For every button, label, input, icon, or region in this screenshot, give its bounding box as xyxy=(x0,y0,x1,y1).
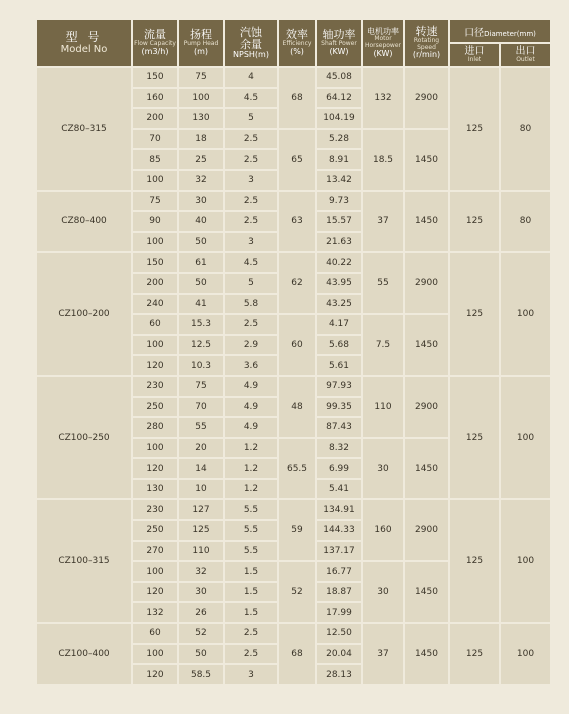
shaft-power-cell: 97.93 xyxy=(317,377,363,398)
shaft-power-cell: 5.61 xyxy=(317,356,363,377)
head-cell: 40 xyxy=(179,212,225,233)
shaft-power-cell: 5.68 xyxy=(317,336,363,357)
header-npsh-zh2: 余量 xyxy=(240,37,262,51)
npsh-cell: 1.5 xyxy=(225,562,279,583)
speed-cell: 1450 xyxy=(405,562,450,624)
shaft-power-cell: 16.77 xyxy=(317,562,363,583)
head-cell: 100 xyxy=(179,89,225,110)
header-head-unit: (m) xyxy=(193,46,209,56)
head-cell: 55 xyxy=(179,418,225,439)
motor-power-cell: 110 xyxy=(363,377,405,439)
shaft-power-cell: 87.43 xyxy=(317,418,363,439)
npsh-cell: 3.6 xyxy=(225,356,279,377)
flow-cell: 240 xyxy=(133,295,179,316)
table-row xyxy=(37,68,552,89)
head-cell: 20 xyxy=(179,439,225,460)
shaft-power-cell: 21.63 xyxy=(317,233,363,254)
flow-cell: 200 xyxy=(133,109,179,130)
head-cell: 130 xyxy=(179,109,225,130)
head-cell: 10 xyxy=(179,480,225,501)
npsh-cell: 2.5 xyxy=(225,315,279,336)
head-cell: 30 xyxy=(179,583,225,604)
shaft-power-cell: 144.33 xyxy=(317,521,363,542)
motor-power-cell: 30 xyxy=(363,562,405,624)
speed-cell: 2900 xyxy=(405,253,450,315)
motor-power-cell: 30 xyxy=(363,439,405,501)
speed-cell: 1450 xyxy=(405,130,450,192)
model-cell: CZ80–400 xyxy=(37,192,133,254)
npsh-cell: 5.8 xyxy=(225,295,279,316)
table-row xyxy=(37,192,552,213)
inlet-cell: 125 xyxy=(450,624,501,686)
outlet-cell: 80 xyxy=(501,192,552,254)
header-speed-unit: (r/min) xyxy=(412,50,441,60)
model-cell: CZ80–315 xyxy=(37,68,133,192)
head-cell: 110 xyxy=(179,542,225,563)
header-model-en: Model No xyxy=(60,44,108,56)
inlet-cell: 125 xyxy=(450,500,501,624)
efficiency-cell: 48 xyxy=(279,377,317,439)
header-model-zh: 型 号 xyxy=(65,29,103,44)
table-row xyxy=(37,500,552,521)
shaft-power-cell: 5.28 xyxy=(317,130,363,151)
npsh-cell: 4.5 xyxy=(225,89,279,110)
npsh-cell: 4.9 xyxy=(225,377,279,398)
motor-power-cell: 55 xyxy=(363,253,405,315)
header-diameter-en: Diameter(mm) xyxy=(484,30,536,39)
inlet-cell: 125 xyxy=(450,192,501,254)
header-inlet-zh: 进口 xyxy=(464,46,485,58)
inlet-cell: 125 xyxy=(450,253,501,377)
header-motor-en1: Motor xyxy=(374,35,392,43)
shaft-power-cell: 28.13 xyxy=(317,665,363,686)
model-cell: CZ100–200 xyxy=(37,253,133,377)
model-cell: CZ100–315 xyxy=(37,500,133,624)
shaft-power-cell: 15.57 xyxy=(317,212,363,233)
flow-cell: 150 xyxy=(133,68,179,89)
header-diameter-zh: 口径 xyxy=(464,28,485,40)
header-motor-unit: (KW) xyxy=(373,48,393,58)
shaft-power-cell: 43.25 xyxy=(317,295,363,316)
flow-cell: 150 xyxy=(133,253,179,274)
head-cell: 26 xyxy=(179,603,225,624)
npsh-cell: 3 xyxy=(225,665,279,686)
shaft-power-cell: 4.17 xyxy=(317,315,363,336)
header-motor-en2: Horsepower xyxy=(364,42,401,49)
npsh-cell: 1.5 xyxy=(225,603,279,624)
header-speed-zh: 转速 xyxy=(415,24,438,38)
flow-cell: 100 xyxy=(133,171,179,192)
head-cell: 32 xyxy=(179,171,225,192)
shaft-power-cell: 18.87 xyxy=(317,583,363,604)
head-cell: 127 xyxy=(179,500,225,521)
flow-cell: 100 xyxy=(133,233,179,254)
motor-power-cell: 37 xyxy=(363,624,405,686)
pump-spec-sheet xyxy=(37,20,552,686)
shaft-power-cell: 9.73 xyxy=(317,192,363,213)
header-head-zh: 扬程 xyxy=(190,28,212,42)
npsh-cell: 2.9 xyxy=(225,336,279,357)
header-flow-en: Flow Capacity xyxy=(134,40,176,48)
header-motor-zh: 电机功率 xyxy=(367,26,399,36)
npsh-cell: 1.5 xyxy=(225,583,279,604)
flow-cell: 100 xyxy=(133,336,179,357)
head-cell: 52 xyxy=(179,624,225,645)
shaft-power-cell: 64.12 xyxy=(317,89,363,110)
outlet-cell: 100 xyxy=(501,377,552,501)
outlet-cell: 80 xyxy=(501,68,552,192)
shaft-power-cell: 12.50 xyxy=(317,624,363,645)
npsh-cell: 3 xyxy=(225,233,279,254)
header-npsh-unit: NPSH(m) xyxy=(233,49,269,59)
efficiency-cell: 63 xyxy=(279,192,317,254)
shaft-power-cell: 104.19 xyxy=(317,109,363,130)
head-cell: 15.3 xyxy=(179,315,225,336)
efficiency-cell: 65.5 xyxy=(279,439,317,501)
header-speed xyxy=(405,20,450,68)
motor-power-cell: 160 xyxy=(363,500,405,562)
flow-cell: 130 xyxy=(133,480,179,501)
flow-cell: 120 xyxy=(133,665,179,686)
head-cell: 58.5 xyxy=(179,665,225,686)
npsh-cell: 1.2 xyxy=(225,480,279,501)
head-cell: 30 xyxy=(179,192,225,213)
outlet-cell: 100 xyxy=(501,624,552,686)
model-cell: CZ100–250 xyxy=(37,377,133,501)
shaft-power-cell: 45.08 xyxy=(317,68,363,89)
flow-cell: 160 xyxy=(133,89,179,110)
npsh-cell: 4 xyxy=(225,68,279,89)
shaft-power-cell: 134.91 xyxy=(317,500,363,521)
efficiency-cell: 65 xyxy=(279,130,317,192)
flow-cell: 70 xyxy=(133,130,179,151)
flow-cell: 120 xyxy=(133,583,179,604)
npsh-cell: 2.5 xyxy=(225,130,279,151)
npsh-cell: 2.5 xyxy=(225,212,279,233)
header-efficiency-unit: (%) xyxy=(290,46,304,56)
shaft-power-cell: 8.32 xyxy=(317,439,363,460)
header-flow-zh: 流量 xyxy=(144,28,166,42)
flow-cell: 60 xyxy=(133,315,179,336)
head-cell: 61 xyxy=(179,253,225,274)
inlet-cell: 125 xyxy=(450,377,501,501)
flow-cell: 60 xyxy=(133,624,179,645)
motor-power-cell: 7.5 xyxy=(363,315,405,377)
header-motor xyxy=(363,20,405,68)
shaft-power-cell: 8.91 xyxy=(317,150,363,171)
efficiency-cell: 60 xyxy=(279,315,317,377)
head-cell: 12.5 xyxy=(179,336,225,357)
outlet-cell: 100 xyxy=(501,500,552,624)
shaft-power-cell: 43.95 xyxy=(317,274,363,295)
header-flow-unit: (m3/h) xyxy=(141,46,169,56)
header-inlet-en: Inlet xyxy=(467,56,482,64)
header-inlet xyxy=(450,44,501,68)
npsh-cell: 2.5 xyxy=(225,192,279,213)
flow-cell: 280 xyxy=(133,418,179,439)
efficiency-cell: 59 xyxy=(279,500,317,562)
flow-cell: 90 xyxy=(133,212,179,233)
flow-cell: 132 xyxy=(133,603,179,624)
header-npsh-zh1: 汽蚀 xyxy=(240,25,262,39)
header-shaft-zh: 轴功率 xyxy=(322,28,356,42)
npsh-cell: 5 xyxy=(225,274,279,295)
shaft-power-cell: 40.22 xyxy=(317,253,363,274)
header-head xyxy=(179,20,225,68)
flow-cell: 250 xyxy=(133,521,179,542)
flow-cell: 100 xyxy=(133,562,179,583)
header-shaft-en: Shaft Power xyxy=(321,40,357,48)
head-cell: 10.3 xyxy=(179,356,225,377)
npsh-cell: 5.5 xyxy=(225,521,279,542)
speed-cell: 1450 xyxy=(405,624,450,686)
npsh-cell: 1.2 xyxy=(225,439,279,460)
npsh-cell: 5.5 xyxy=(225,542,279,563)
npsh-cell: 1.2 xyxy=(225,459,279,480)
header-efficiency xyxy=(279,20,317,68)
header-outlet xyxy=(501,44,552,68)
flow-cell: 230 xyxy=(133,377,179,398)
speed-cell: 1450 xyxy=(405,192,450,254)
table-row xyxy=(37,377,552,398)
header-speed-en: Rotating Speed xyxy=(413,37,440,51)
motor-power-cell: 18.5 xyxy=(363,130,405,192)
shaft-power-cell: 13.42 xyxy=(317,171,363,192)
header-shaft-unit: (KW) xyxy=(329,46,349,56)
table-body xyxy=(37,68,552,686)
npsh-cell: 4.5 xyxy=(225,253,279,274)
efficiency-cell: 52 xyxy=(279,562,317,624)
outlet-cell: 100 xyxy=(501,253,552,377)
npsh-cell: 3 xyxy=(225,171,279,192)
motor-power-cell: 132 xyxy=(363,68,405,130)
head-cell: 75 xyxy=(179,68,225,89)
npsh-cell: 5 xyxy=(225,109,279,130)
npsh-cell: 2.5 xyxy=(225,150,279,171)
speed-cell: 1450 xyxy=(405,439,450,501)
npsh-cell: 4.9 xyxy=(225,418,279,439)
shaft-power-cell: 6.99 xyxy=(317,459,363,480)
npsh-cell: 5.5 xyxy=(225,500,279,521)
head-cell: 25 xyxy=(179,150,225,171)
flow-cell: 120 xyxy=(133,459,179,480)
table-header xyxy=(37,20,552,68)
header-outlet-en: Outlet xyxy=(516,56,535,64)
npsh-cell: 2.5 xyxy=(225,645,279,666)
efficiency-cell: 62 xyxy=(279,253,317,315)
head-cell: 32 xyxy=(179,562,225,583)
head-cell: 75 xyxy=(179,377,225,398)
header-diameter xyxy=(450,20,552,44)
table-row xyxy=(37,253,552,274)
flow-cell: 230 xyxy=(133,500,179,521)
shaft-power-cell: 17.99 xyxy=(317,603,363,624)
head-cell: 50 xyxy=(179,233,225,254)
shaft-power-cell: 5.41 xyxy=(317,480,363,501)
shaft-power-cell: 20.04 xyxy=(317,645,363,666)
head-cell: 14 xyxy=(179,459,225,480)
flow-cell: 75 xyxy=(133,192,179,213)
header-shaft xyxy=(317,20,363,68)
pump-spec-table xyxy=(37,20,552,686)
inlet-cell: 125 xyxy=(450,68,501,192)
header-flow xyxy=(133,20,179,68)
flow-cell: 85 xyxy=(133,150,179,171)
header-outlet-zh: 出口 xyxy=(515,46,536,58)
head-cell: 18 xyxy=(179,130,225,151)
flow-cell: 250 xyxy=(133,398,179,419)
speed-cell: 2900 xyxy=(405,500,450,562)
npsh-cell: 4.9 xyxy=(225,398,279,419)
flow-cell: 120 xyxy=(133,356,179,377)
header-model xyxy=(37,20,133,68)
speed-cell: 2900 xyxy=(405,377,450,439)
flow-cell: 100 xyxy=(133,645,179,666)
model-cell: CZ100–400 xyxy=(37,624,133,686)
flow-cell: 100 xyxy=(133,439,179,460)
head-cell: 125 xyxy=(179,521,225,542)
speed-cell: 1450 xyxy=(405,315,450,377)
shaft-power-cell: 137.17 xyxy=(317,542,363,563)
motor-power-cell: 37 xyxy=(363,192,405,254)
head-cell: 41 xyxy=(179,295,225,316)
npsh-cell: 2.5 xyxy=(225,624,279,645)
efficiency-cell: 68 xyxy=(279,624,317,686)
flow-cell: 270 xyxy=(133,542,179,563)
flow-cell: 200 xyxy=(133,274,179,295)
shaft-power-cell: 99.35 xyxy=(317,398,363,419)
table-row xyxy=(37,624,552,645)
speed-cell: 2900 xyxy=(405,68,450,130)
header-npsh xyxy=(225,20,279,68)
head-cell: 50 xyxy=(179,274,225,295)
head-cell: 50 xyxy=(179,645,225,666)
header-efficiency-zh: 效率 xyxy=(286,28,308,42)
efficiency-cell: 68 xyxy=(279,68,317,130)
head-cell: 70 xyxy=(179,398,225,419)
header-head-en: Pump Head xyxy=(183,40,219,48)
header-efficiency-en: Efficiency xyxy=(282,40,312,48)
